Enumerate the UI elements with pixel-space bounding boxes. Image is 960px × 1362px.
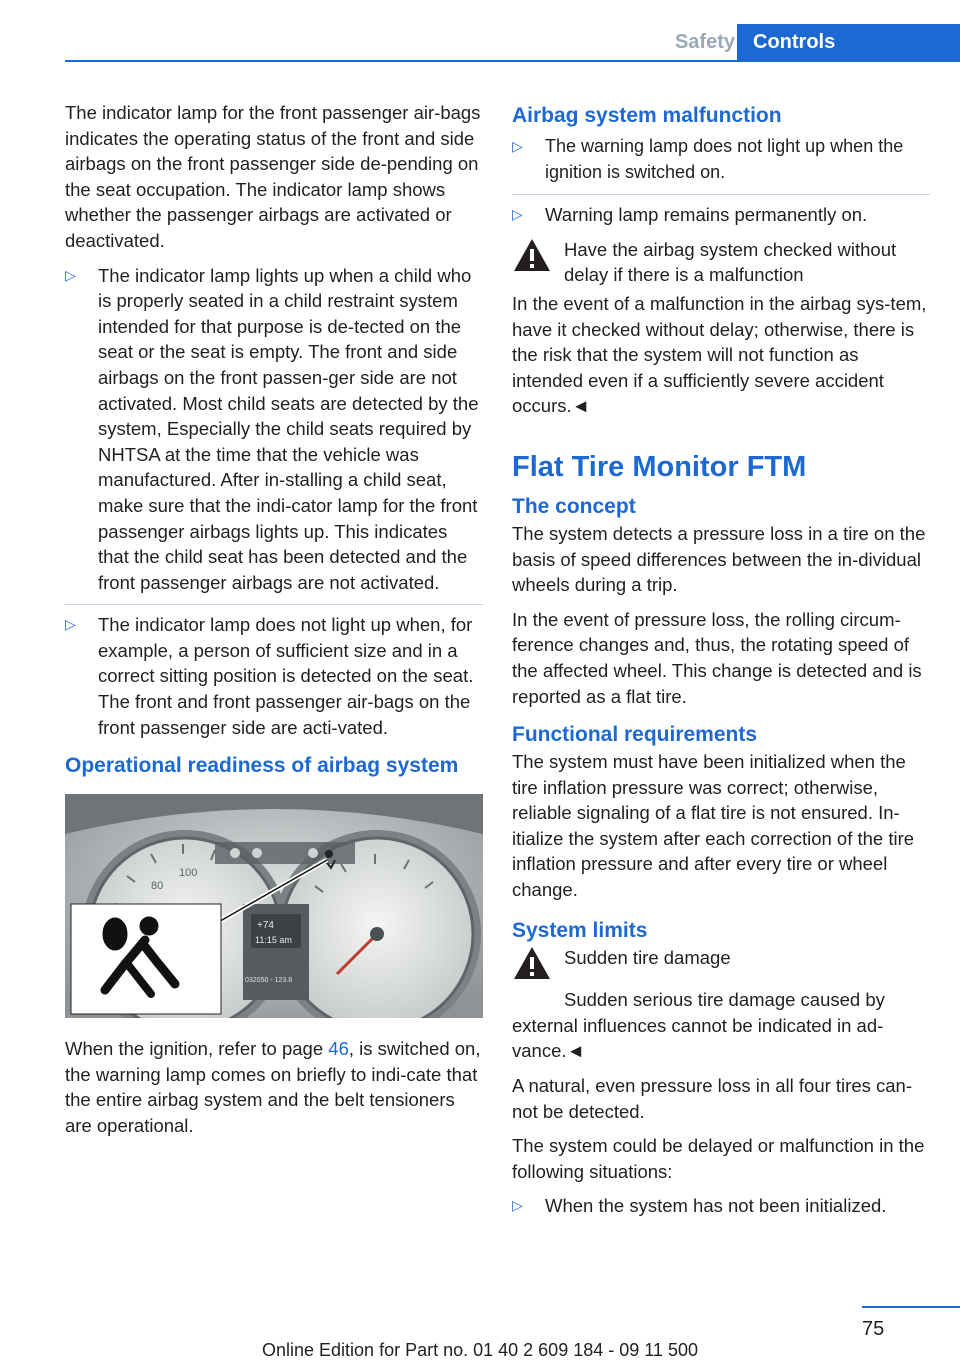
list-item xyxy=(65,604,483,740)
heading-readiness: Operational readiness of airbag system xyxy=(65,754,459,778)
list-item-text: Warning lamp remains permanently on. xyxy=(545,204,868,226)
list-item-text: The warning lamp does not light up when the ignition is switched on. xyxy=(545,136,904,182)
warning-note xyxy=(512,237,930,288)
list-item xyxy=(512,134,930,185)
list-item xyxy=(65,263,483,596)
concept-paragraph-1: The system detects a pressure loss in a tire on the basis of speed differences between the in-dividual wheels during a trip. xyxy=(512,522,926,596)
display-temperature: +74 xyxy=(257,920,274,932)
svg-text:100: 100 xyxy=(179,867,198,880)
footer-edition: Online Edition for Part no. 01 40 2 609 184 - 09 11 500 xyxy=(262,1340,698,1360)
right-column xyxy=(512,102,930,1228)
svg-text:80: 80 xyxy=(151,880,164,893)
limits-paragraph-1: A natural, even pressure loss in all four tires can-not be detected. xyxy=(512,1075,912,1122)
limits-paragraph-2: The system could be delayed or malfunction in the following situations: xyxy=(512,1135,925,1182)
heading-requirements: Functional requirements xyxy=(512,723,758,747)
warning-triangle-icon xyxy=(512,237,564,288)
triangle-bullet-icon: ▷ xyxy=(512,138,523,154)
warning-note xyxy=(512,945,930,988)
warning-triangle-icon xyxy=(512,945,564,988)
intro-paragraph: The indicator lamp for the front passenger air-bags indicates the operating status of the front and side airbags on the front passenger side de-pending on the seat occupation. The indicator lamp shows whether the passenger airbags are activated or deactivated. xyxy=(65,102,481,251)
tab-safety[interactable]: Safety xyxy=(674,31,735,53)
list-item-text: The indicator lamp does not light up when, for example, a person of sufficient size and in a correct sitting position is detected on the seat. The front and front passenger air-bags on the front passenger side are acti-vated. xyxy=(98,614,474,738)
requirements-paragraph: The system must have been initialized when the tire inflation pressure was correct; otherwise, reliable signaling of a flat tire is not ensured. In-itialize the system after each correction of the tire inflation pressure and after every tire or wheel change. xyxy=(512,751,915,901)
readiness-text-1: When the ignition, refer to page xyxy=(65,1038,329,1060)
warning-title: Sudden tire damage xyxy=(564,946,731,968)
header-rule xyxy=(65,60,960,62)
triangle-bullet-icon: ▷ xyxy=(65,616,76,633)
warning-paragraph: Sudden serious tire damage caused by external influences cannot be indicated in ad-vance.◄ xyxy=(512,989,885,1062)
heading-limits: System limits xyxy=(512,918,648,942)
page-number-rule xyxy=(862,1306,960,1308)
heading-ftm: Flat Tire Monitor FTM xyxy=(512,450,807,483)
page-reference-link[interactable]: 46 xyxy=(328,1038,349,1060)
display-odometer: 032050 - 123.8 xyxy=(245,977,293,985)
readiness-paragraph xyxy=(65,1036,483,1138)
list-item-text: When the system has not been initialized. xyxy=(545,1195,887,1217)
instrument-cluster-figure xyxy=(65,794,483,1018)
malfunction-paragraph: In the event of a malfunction in the airbag sys-tem, have it checked without delay; otherwise, there is the risk that the system will not function as intended even if a sufficiently severe accident occurs.◄ xyxy=(512,292,927,417)
list-item-text: The indicator lamp lights up when a child who is properly seated in a child restraint system intended for that purpose is de-tected on the seat or the seat is empty. The front and side airbags on the front passen-ger side are not activated. Most child seats are detected by the system, Especially the child seats required by NHTSA at the time that the vehicle was manufactured. After in-stalling a child seat, make sure that the indi-cator lamp for the front passenger airbags lights up. This indicates that the child seat has been detected and the front passenger airbags are not activated. xyxy=(98,264,479,593)
heading-malfunction: Airbag system malfunction xyxy=(512,104,782,127)
triangle-bullet-icon: ▷ xyxy=(512,206,523,223)
list-item xyxy=(512,194,930,228)
triangle-bullet-icon: ▷ xyxy=(65,266,76,283)
tab-controls[interactable]: Controls xyxy=(737,24,960,60)
instrument-cluster-illustration xyxy=(65,794,483,1018)
page-number: 75 xyxy=(862,1318,885,1340)
warning-text: Have the airbag system checked without delay if there is a malfunction xyxy=(564,238,897,286)
heading-concept: The concept xyxy=(512,494,636,518)
triangle-bullet-icon: ▷ xyxy=(512,1197,523,1214)
readiness-text-2: , is switched on, the warning lamp comes on briefly to indi-cate that the entire airbag system and the belt tensioners are operational. xyxy=(65,1038,481,1137)
concept-paragraph-2: In the event of pressure loss, the rolling circum-ference changes and, thus, the rotating speed of the affected wheel. This change is detected and is reported as a flat tire. xyxy=(512,608,922,707)
left-column xyxy=(65,100,483,1148)
list-item xyxy=(512,1193,930,1219)
display-time: 11:15 am xyxy=(255,935,292,946)
